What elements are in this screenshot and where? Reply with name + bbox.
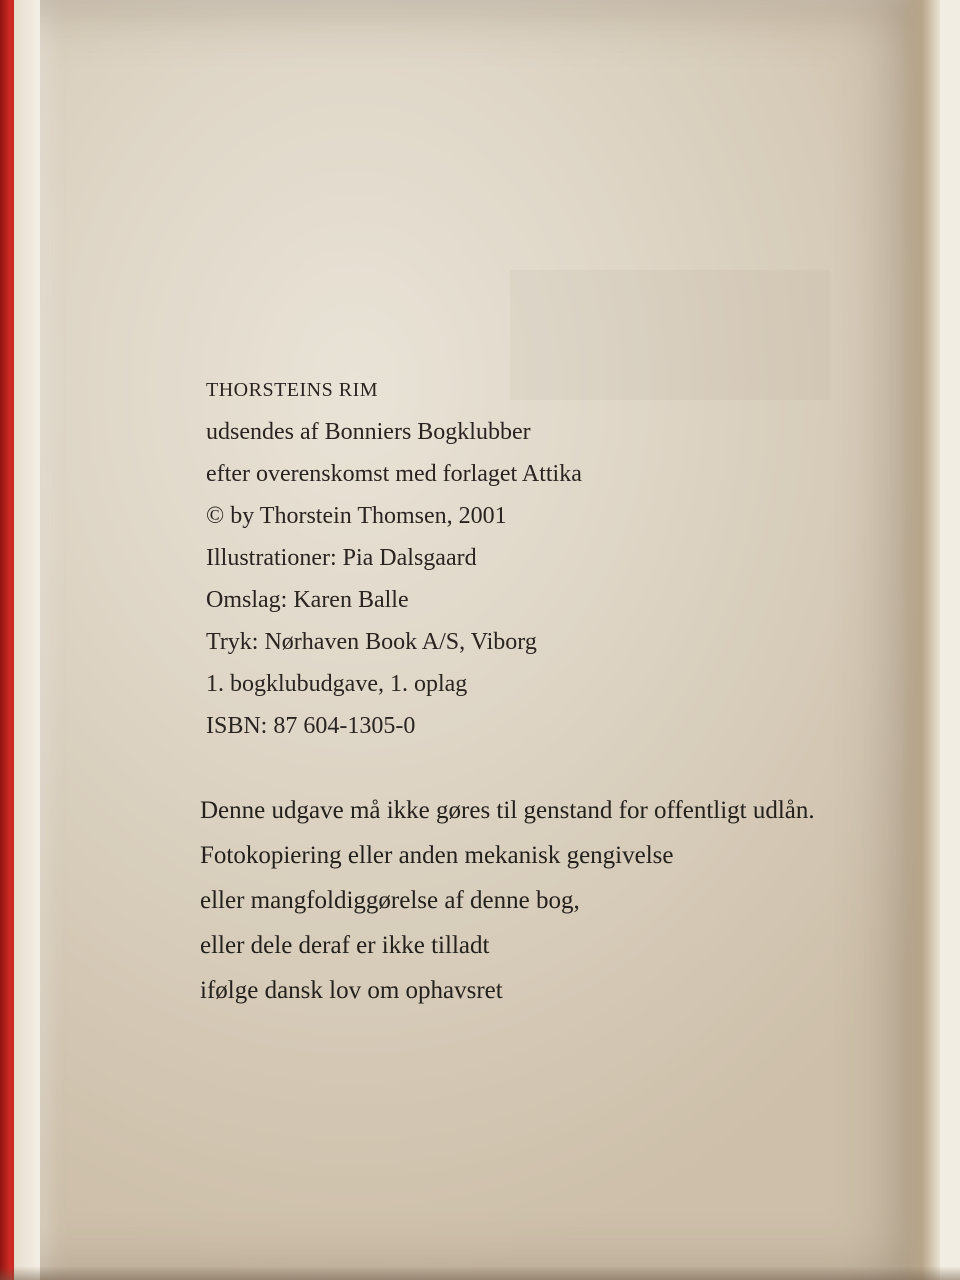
notice-line-lending: Denne udgave må ikke gøres til genstand for offentligt udlån. [200, 797, 815, 824]
isbn-line: ISBN: 87 604-1305-0 [206, 713, 416, 739]
cover-design-line: Omslag: Karen Balle [206, 587, 409, 613]
book-title: THORSTEINS RIM [206, 379, 379, 401]
notice-line-reproduction: eller mangfoldiggørelse af denne bog, [200, 887, 580, 914]
notice-line-copyright-law: ifølge dansk lov om ophavsret [200, 977, 503, 1004]
illustrator-line: Illustrationer: Pia Dalsgaard [206, 545, 477, 571]
bottom-shadow [0, 1266, 960, 1280]
page-curve-shadow [900, 0, 940, 1280]
notice-line-photocopy: Fotokopiering eller anden mekanisk gengivelse [200, 842, 674, 869]
edition-line: 1. bogklubudgave, 1. oplag [206, 671, 468, 697]
printer-line: Tryk: Nørhaven Book A/S, Viborg [206, 629, 537, 655]
copyright-line: © by Thorstein Thomsen, 2001 [206, 503, 507, 529]
publisher-line: udsendes af Bonniers Bogklubber [206, 419, 531, 445]
legal-notice-block [200, 792, 900, 1017]
notice-line-parts: eller dele deraf er ikke tilladt [200, 932, 490, 959]
agreement-line: efter overenskomst med forlaget Attika [206, 461, 582, 487]
colophon-block [206, 372, 846, 750]
